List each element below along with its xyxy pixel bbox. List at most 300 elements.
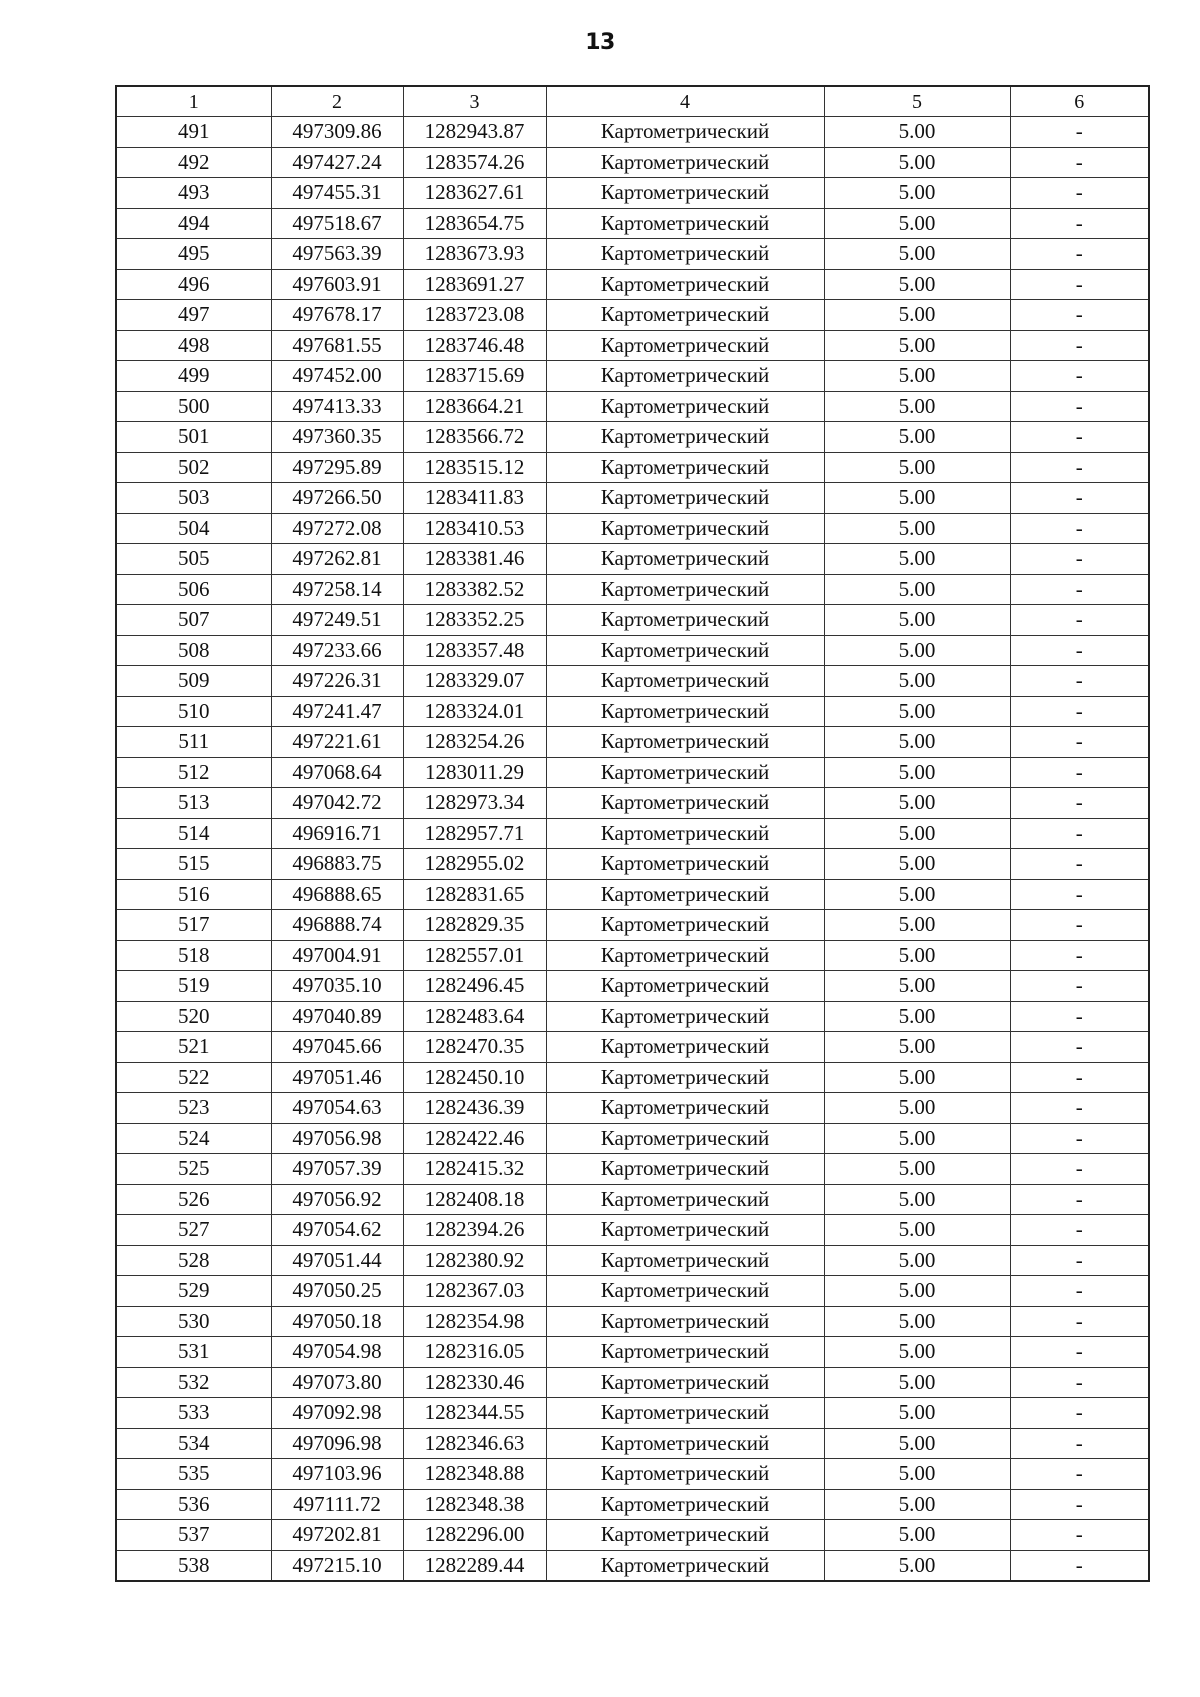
- table-row: [116, 940, 1149, 971]
- note-cell: -: [1010, 1215, 1149, 1246]
- accuracy-cell: 5.00: [824, 178, 1010, 209]
- point-number-cell: 518: [116, 940, 271, 971]
- method-cell: Картометрический: [546, 696, 824, 727]
- y-coordinate-cell: 1283723.08: [403, 300, 546, 331]
- x-coordinate-cell: 497054.98: [271, 1337, 403, 1368]
- note-cell: -: [1010, 1276, 1149, 1307]
- method-cell: Картометрический: [546, 788, 824, 819]
- method-cell: Картометрический: [546, 1001, 824, 1032]
- x-coordinate-cell: 497360.35: [271, 422, 403, 453]
- accuracy-cell: 5.00: [824, 849, 1010, 880]
- table-row: [116, 1337, 1149, 1368]
- note-cell: -: [1010, 1550, 1149, 1581]
- y-coordinate-cell: 1282470.35: [403, 1032, 546, 1063]
- x-coordinate-cell: 497272.08: [271, 513, 403, 544]
- note-cell: -: [1010, 208, 1149, 239]
- y-coordinate-cell: 1282367.03: [403, 1276, 546, 1307]
- note-cell: -: [1010, 727, 1149, 758]
- x-coordinate-cell: 497427.24: [271, 147, 403, 178]
- accuracy-cell: 5.00: [824, 757, 1010, 788]
- table-row: [116, 879, 1149, 910]
- note-cell: -: [1010, 1367, 1149, 1398]
- method-cell: Картометрический: [546, 1550, 824, 1581]
- accuracy-cell: 5.00: [824, 1459, 1010, 1490]
- point-number-cell: 531: [116, 1337, 271, 1368]
- x-coordinate-cell: 497309.86: [271, 117, 403, 148]
- method-cell: Картометрический: [546, 1489, 824, 1520]
- x-coordinate-cell: 497295.89: [271, 452, 403, 483]
- x-coordinate-cell: 497051.44: [271, 1245, 403, 1276]
- y-coordinate-cell: 1283411.83: [403, 483, 546, 514]
- note-cell: -: [1010, 300, 1149, 331]
- point-number-cell: 508: [116, 635, 271, 666]
- note-cell: -: [1010, 117, 1149, 148]
- table-row: [116, 1215, 1149, 1246]
- note-cell: -: [1010, 1306, 1149, 1337]
- method-cell: Картометрический: [546, 1337, 824, 1368]
- y-coordinate-cell: 1282496.45: [403, 971, 546, 1002]
- y-coordinate-cell: 1282973.34: [403, 788, 546, 819]
- point-number-cell: 499: [116, 361, 271, 392]
- x-coordinate-cell: 497249.51: [271, 605, 403, 636]
- table-row: [116, 330, 1149, 361]
- method-cell: Картометрический: [546, 117, 824, 148]
- method-cell: Картометрический: [546, 1398, 824, 1429]
- x-coordinate-cell: 497056.92: [271, 1184, 403, 1215]
- x-coordinate-cell: 497054.63: [271, 1093, 403, 1124]
- point-number-cell: 524: [116, 1123, 271, 1154]
- accuracy-cell: 5.00: [824, 1306, 1010, 1337]
- accuracy-cell: 5.00: [824, 300, 1010, 331]
- accuracy-cell: 5.00: [824, 727, 1010, 758]
- method-cell: Картометрический: [546, 269, 824, 300]
- point-number-cell: 517: [116, 910, 271, 941]
- note-cell: -: [1010, 1123, 1149, 1154]
- point-number-cell: 534: [116, 1428, 271, 1459]
- point-number-cell: 526: [116, 1184, 271, 1215]
- table-row: [116, 1306, 1149, 1337]
- method-cell: Картометрический: [546, 635, 824, 666]
- point-number-cell: 529: [116, 1276, 271, 1307]
- table-row: [116, 513, 1149, 544]
- note-cell: -: [1010, 544, 1149, 575]
- y-coordinate-cell: 1282354.98: [403, 1306, 546, 1337]
- note-cell: -: [1010, 971, 1149, 1002]
- accuracy-cell: 5.00: [824, 788, 1010, 819]
- accuracy-cell: 5.00: [824, 1215, 1010, 1246]
- table-row: [116, 1550, 1149, 1581]
- point-number-cell: 501: [116, 422, 271, 453]
- method-cell: Картометрический: [546, 1306, 824, 1337]
- table-row: [116, 1001, 1149, 1032]
- method-cell: Картометрический: [546, 452, 824, 483]
- table-row: [116, 208, 1149, 239]
- x-coordinate-cell: 496888.74: [271, 910, 403, 941]
- x-coordinate-cell: 497262.81: [271, 544, 403, 575]
- method-cell: Картометрический: [546, 208, 824, 239]
- method-cell: Картометрический: [546, 1032, 824, 1063]
- note-cell: -: [1010, 1154, 1149, 1185]
- point-number-cell: 522: [116, 1062, 271, 1093]
- method-cell: Картометрический: [546, 1184, 824, 1215]
- table-row: [116, 971, 1149, 1002]
- x-coordinate-cell: 497040.89: [271, 1001, 403, 1032]
- y-coordinate-cell: 1283382.52: [403, 574, 546, 605]
- table-row: [116, 452, 1149, 483]
- table-row: [116, 117, 1149, 148]
- accuracy-cell: 5.00: [824, 971, 1010, 1002]
- accuracy-cell: 5.00: [824, 513, 1010, 544]
- accuracy-cell: 5.00: [824, 879, 1010, 910]
- accuracy-cell: 5.00: [824, 361, 1010, 392]
- y-coordinate-cell: 1283352.25: [403, 605, 546, 636]
- x-coordinate-cell: 497258.14: [271, 574, 403, 605]
- y-coordinate-cell: 1282330.46: [403, 1367, 546, 1398]
- note-cell: -: [1010, 757, 1149, 788]
- y-coordinate-cell: 1282380.92: [403, 1245, 546, 1276]
- method-cell: Картометрический: [546, 178, 824, 209]
- table-row: [116, 849, 1149, 880]
- method-cell: Картометрический: [546, 1215, 824, 1246]
- note-cell: -: [1010, 239, 1149, 270]
- method-cell: Картометрический: [546, 1276, 824, 1307]
- y-coordinate-cell: 1282450.10: [403, 1062, 546, 1093]
- table-row: [116, 544, 1149, 575]
- point-number-cell: 492: [116, 147, 271, 178]
- accuracy-cell: 5.00: [824, 666, 1010, 697]
- note-cell: -: [1010, 1093, 1149, 1124]
- y-coordinate-cell: 1283627.61: [403, 178, 546, 209]
- table-row: [116, 1123, 1149, 1154]
- note-cell: -: [1010, 1337, 1149, 1368]
- note-cell: -: [1010, 391, 1149, 422]
- point-number-cell: 497: [116, 300, 271, 331]
- accuracy-cell: 5.00: [824, 1001, 1010, 1032]
- method-cell: Картометрический: [546, 300, 824, 331]
- table-body: [116, 86, 1149, 1581]
- y-coordinate-cell: 1282348.88: [403, 1459, 546, 1490]
- table-row: [116, 1154, 1149, 1185]
- method-cell: Картометрический: [546, 605, 824, 636]
- accuracy-cell: 5.00: [824, 1154, 1010, 1185]
- y-coordinate-cell: 1283673.93: [403, 239, 546, 270]
- x-coordinate-cell: 497045.66: [271, 1032, 403, 1063]
- point-number-cell: 525: [116, 1154, 271, 1185]
- table-row: [116, 361, 1149, 392]
- method-cell: Картометрический: [546, 544, 824, 575]
- y-coordinate-cell: 1283329.07: [403, 666, 546, 697]
- note-cell: -: [1010, 1459, 1149, 1490]
- accuracy-cell: 5.00: [824, 910, 1010, 941]
- accuracy-cell: 5.00: [824, 239, 1010, 270]
- method-cell: Картометрический: [546, 879, 824, 910]
- x-coordinate-cell: 497452.00: [271, 361, 403, 392]
- point-number-cell: 504: [116, 513, 271, 544]
- point-number-cell: 533: [116, 1398, 271, 1429]
- x-coordinate-cell: 497455.31: [271, 178, 403, 209]
- method-cell: Картометрический: [546, 1154, 824, 1185]
- x-coordinate-cell: 497004.91: [271, 940, 403, 971]
- x-coordinate-cell: 497068.64: [271, 757, 403, 788]
- method-cell: Картометрический: [546, 513, 824, 544]
- accuracy-cell: 5.00: [824, 574, 1010, 605]
- note-cell: -: [1010, 1062, 1149, 1093]
- point-number-cell: 519: [116, 971, 271, 1002]
- accuracy-cell: 5.00: [824, 544, 1010, 575]
- y-coordinate-cell: 1282408.18: [403, 1184, 546, 1215]
- y-coordinate-cell: 1282436.39: [403, 1093, 546, 1124]
- y-coordinate-cell: 1282289.44: [403, 1550, 546, 1581]
- point-number-cell: 507: [116, 605, 271, 636]
- note-cell: -: [1010, 818, 1149, 849]
- table-row: [116, 147, 1149, 178]
- x-coordinate-cell: 497050.25: [271, 1276, 403, 1307]
- method-cell: Картометрический: [546, 1093, 824, 1124]
- point-number-cell: 493: [116, 178, 271, 209]
- y-coordinate-cell: 1283691.27: [403, 269, 546, 300]
- accuracy-cell: 5.00: [824, 1276, 1010, 1307]
- point-number-cell: 491: [116, 117, 271, 148]
- y-coordinate-cell: 1282943.87: [403, 117, 546, 148]
- x-coordinate-cell: 497226.31: [271, 666, 403, 697]
- accuracy-cell: 5.00: [824, 1337, 1010, 1368]
- method-cell: Картометрический: [546, 971, 824, 1002]
- method-cell: Картометрический: [546, 361, 824, 392]
- y-coordinate-cell: 1282344.55: [403, 1398, 546, 1429]
- point-number-cell: 510: [116, 696, 271, 727]
- note-cell: -: [1010, 1184, 1149, 1215]
- accuracy-cell: 5.00: [824, 1093, 1010, 1124]
- method-cell: Картометрический: [546, 910, 824, 941]
- point-number-cell: 521: [116, 1032, 271, 1063]
- table-row: [116, 605, 1149, 636]
- x-coordinate-cell: 497050.18: [271, 1306, 403, 1337]
- accuracy-cell: 5.00: [824, 1367, 1010, 1398]
- x-coordinate-cell: 497563.39: [271, 239, 403, 270]
- x-coordinate-cell: 497054.62: [271, 1215, 403, 1246]
- note-cell: -: [1010, 452, 1149, 483]
- column-header: 5: [824, 86, 1010, 117]
- table-row: [116, 910, 1149, 941]
- accuracy-cell: 5.00: [824, 452, 1010, 483]
- method-cell: Картометрический: [546, 422, 824, 453]
- accuracy-cell: 5.00: [824, 1184, 1010, 1215]
- point-number-cell: 509: [116, 666, 271, 697]
- method-cell: Картометрический: [546, 574, 824, 605]
- column-header: 3: [403, 86, 546, 117]
- y-coordinate-cell: 1283011.29: [403, 757, 546, 788]
- note-cell: -: [1010, 940, 1149, 971]
- column-header: 4: [546, 86, 824, 117]
- accuracy-cell: 5.00: [824, 818, 1010, 849]
- x-coordinate-cell: 497051.46: [271, 1062, 403, 1093]
- table-row: [116, 269, 1149, 300]
- page-number: 13: [585, 30, 615, 55]
- coordinates-table: [115, 85, 1150, 1582]
- method-cell: Картометрический: [546, 1367, 824, 1398]
- table-row: [116, 422, 1149, 453]
- table-row: [116, 1276, 1149, 1307]
- y-coordinate-cell: 1282394.26: [403, 1215, 546, 1246]
- x-coordinate-cell: 497266.50: [271, 483, 403, 514]
- table-row: [116, 391, 1149, 422]
- table-row: [116, 1032, 1149, 1063]
- x-coordinate-cell: 497518.67: [271, 208, 403, 239]
- accuracy-cell: 5.00: [824, 1123, 1010, 1154]
- note-cell: -: [1010, 422, 1149, 453]
- table-row: [116, 483, 1149, 514]
- y-coordinate-cell: 1283254.26: [403, 727, 546, 758]
- note-cell: -: [1010, 574, 1149, 605]
- x-coordinate-cell: 496916.71: [271, 818, 403, 849]
- point-number-cell: 528: [116, 1245, 271, 1276]
- method-cell: Картометрический: [546, 940, 824, 971]
- y-coordinate-cell: 1283654.75: [403, 208, 546, 239]
- x-coordinate-cell: 497111.72: [271, 1489, 403, 1520]
- note-cell: -: [1010, 910, 1149, 941]
- method-cell: Картометрический: [546, 1123, 824, 1154]
- column-header: 2: [271, 86, 403, 117]
- y-coordinate-cell: 1283515.12: [403, 452, 546, 483]
- x-coordinate-cell: 497678.17: [271, 300, 403, 331]
- note-cell: -: [1010, 879, 1149, 910]
- note-cell: -: [1010, 513, 1149, 544]
- method-cell: Картометрический: [546, 1245, 824, 1276]
- x-coordinate-cell: 497042.72: [271, 788, 403, 819]
- note-cell: -: [1010, 361, 1149, 392]
- y-coordinate-cell: 1283381.46: [403, 544, 546, 575]
- table-row: [116, 696, 1149, 727]
- x-coordinate-cell: 497681.55: [271, 330, 403, 361]
- x-coordinate-cell: 497073.80: [271, 1367, 403, 1398]
- table-row: [116, 1062, 1149, 1093]
- note-cell: -: [1010, 147, 1149, 178]
- y-coordinate-cell: 1283746.48: [403, 330, 546, 361]
- point-number-cell: 498: [116, 330, 271, 361]
- point-number-cell: 506: [116, 574, 271, 605]
- x-coordinate-cell: 497202.81: [271, 1520, 403, 1551]
- y-coordinate-cell: 1282346.63: [403, 1428, 546, 1459]
- table-row: [116, 239, 1149, 270]
- accuracy-cell: 5.00: [824, 1428, 1010, 1459]
- table-header-row: [116, 86, 1149, 117]
- point-number-cell: 513: [116, 788, 271, 819]
- note-cell: -: [1010, 483, 1149, 514]
- method-cell: Картометрический: [546, 1428, 824, 1459]
- column-header: 6: [1010, 86, 1149, 117]
- table-row: [116, 1367, 1149, 1398]
- note-cell: -: [1010, 1032, 1149, 1063]
- table-row: [116, 818, 1149, 849]
- point-number-cell: 494: [116, 208, 271, 239]
- table-row: [116, 1489, 1149, 1520]
- point-number-cell: 538: [116, 1550, 271, 1581]
- point-number-cell: 505: [116, 544, 271, 575]
- y-coordinate-cell: 1283574.26: [403, 147, 546, 178]
- method-cell: Картометрический: [546, 818, 824, 849]
- table-row: [116, 1093, 1149, 1124]
- method-cell: Картометрический: [546, 757, 824, 788]
- point-number-cell: 514: [116, 818, 271, 849]
- table-row: [116, 300, 1149, 331]
- accuracy-cell: 5.00: [824, 483, 1010, 514]
- x-coordinate-cell: 497096.98: [271, 1428, 403, 1459]
- x-coordinate-cell: 496888.65: [271, 879, 403, 910]
- table-row: [116, 727, 1149, 758]
- x-coordinate-cell: 497056.98: [271, 1123, 403, 1154]
- point-number-cell: 530: [116, 1306, 271, 1337]
- method-cell: Картометрический: [546, 849, 824, 880]
- accuracy-cell: 5.00: [824, 269, 1010, 300]
- table-row: [116, 178, 1149, 209]
- method-cell: Картометрический: [546, 666, 824, 697]
- accuracy-cell: 5.00: [824, 940, 1010, 971]
- note-cell: -: [1010, 1520, 1149, 1551]
- point-number-cell: 523: [116, 1093, 271, 1124]
- x-coordinate-cell: 497215.10: [271, 1550, 403, 1581]
- note-cell: -: [1010, 635, 1149, 666]
- y-coordinate-cell: 1283664.21: [403, 391, 546, 422]
- point-number-cell: 520: [116, 1001, 271, 1032]
- x-coordinate-cell: 497035.10: [271, 971, 403, 1002]
- y-coordinate-cell: 1283357.48: [403, 635, 546, 666]
- accuracy-cell: 5.00: [824, 422, 1010, 453]
- method-cell: Картометрический: [546, 391, 824, 422]
- point-number-cell: 500: [116, 391, 271, 422]
- accuracy-cell: 5.00: [824, 1398, 1010, 1429]
- accuracy-cell: 5.00: [824, 147, 1010, 178]
- point-number-cell: 512: [116, 757, 271, 788]
- accuracy-cell: 5.00: [824, 208, 1010, 239]
- y-coordinate-cell: 1283566.72: [403, 422, 546, 453]
- point-number-cell: 536: [116, 1489, 271, 1520]
- y-coordinate-cell: 1282316.05: [403, 1337, 546, 1368]
- accuracy-cell: 5.00: [824, 1489, 1010, 1520]
- y-coordinate-cell: 1283324.01: [403, 696, 546, 727]
- method-cell: Картометрический: [546, 483, 824, 514]
- table-row: [116, 757, 1149, 788]
- x-coordinate-cell: 497057.39: [271, 1154, 403, 1185]
- note-cell: -: [1010, 269, 1149, 300]
- accuracy-cell: 5.00: [824, 1245, 1010, 1276]
- accuracy-cell: 5.00: [824, 1520, 1010, 1551]
- note-cell: -: [1010, 666, 1149, 697]
- note-cell: -: [1010, 1428, 1149, 1459]
- note-cell: -: [1010, 605, 1149, 636]
- point-number-cell: 502: [116, 452, 271, 483]
- x-coordinate-cell: 497221.61: [271, 727, 403, 758]
- accuracy-cell: 5.00: [824, 605, 1010, 636]
- y-coordinate-cell: 1282957.71: [403, 818, 546, 849]
- table-row: [116, 635, 1149, 666]
- table-row: [116, 1398, 1149, 1429]
- y-coordinate-cell: 1282955.02: [403, 849, 546, 880]
- accuracy-cell: 5.00: [824, 696, 1010, 727]
- note-cell: -: [1010, 1245, 1149, 1276]
- note-cell: -: [1010, 849, 1149, 880]
- accuracy-cell: 5.00: [824, 1550, 1010, 1581]
- accuracy-cell: 5.00: [824, 1032, 1010, 1063]
- accuracy-cell: 5.00: [824, 635, 1010, 666]
- method-cell: Картометрический: [546, 1459, 824, 1490]
- table-row: [116, 1459, 1149, 1490]
- note-cell: -: [1010, 178, 1149, 209]
- table-row: [116, 1184, 1149, 1215]
- method-cell: Картометрический: [546, 147, 824, 178]
- x-coordinate-cell: 497092.98: [271, 1398, 403, 1429]
- y-coordinate-cell: 1282348.38: [403, 1489, 546, 1520]
- note-cell: -: [1010, 788, 1149, 819]
